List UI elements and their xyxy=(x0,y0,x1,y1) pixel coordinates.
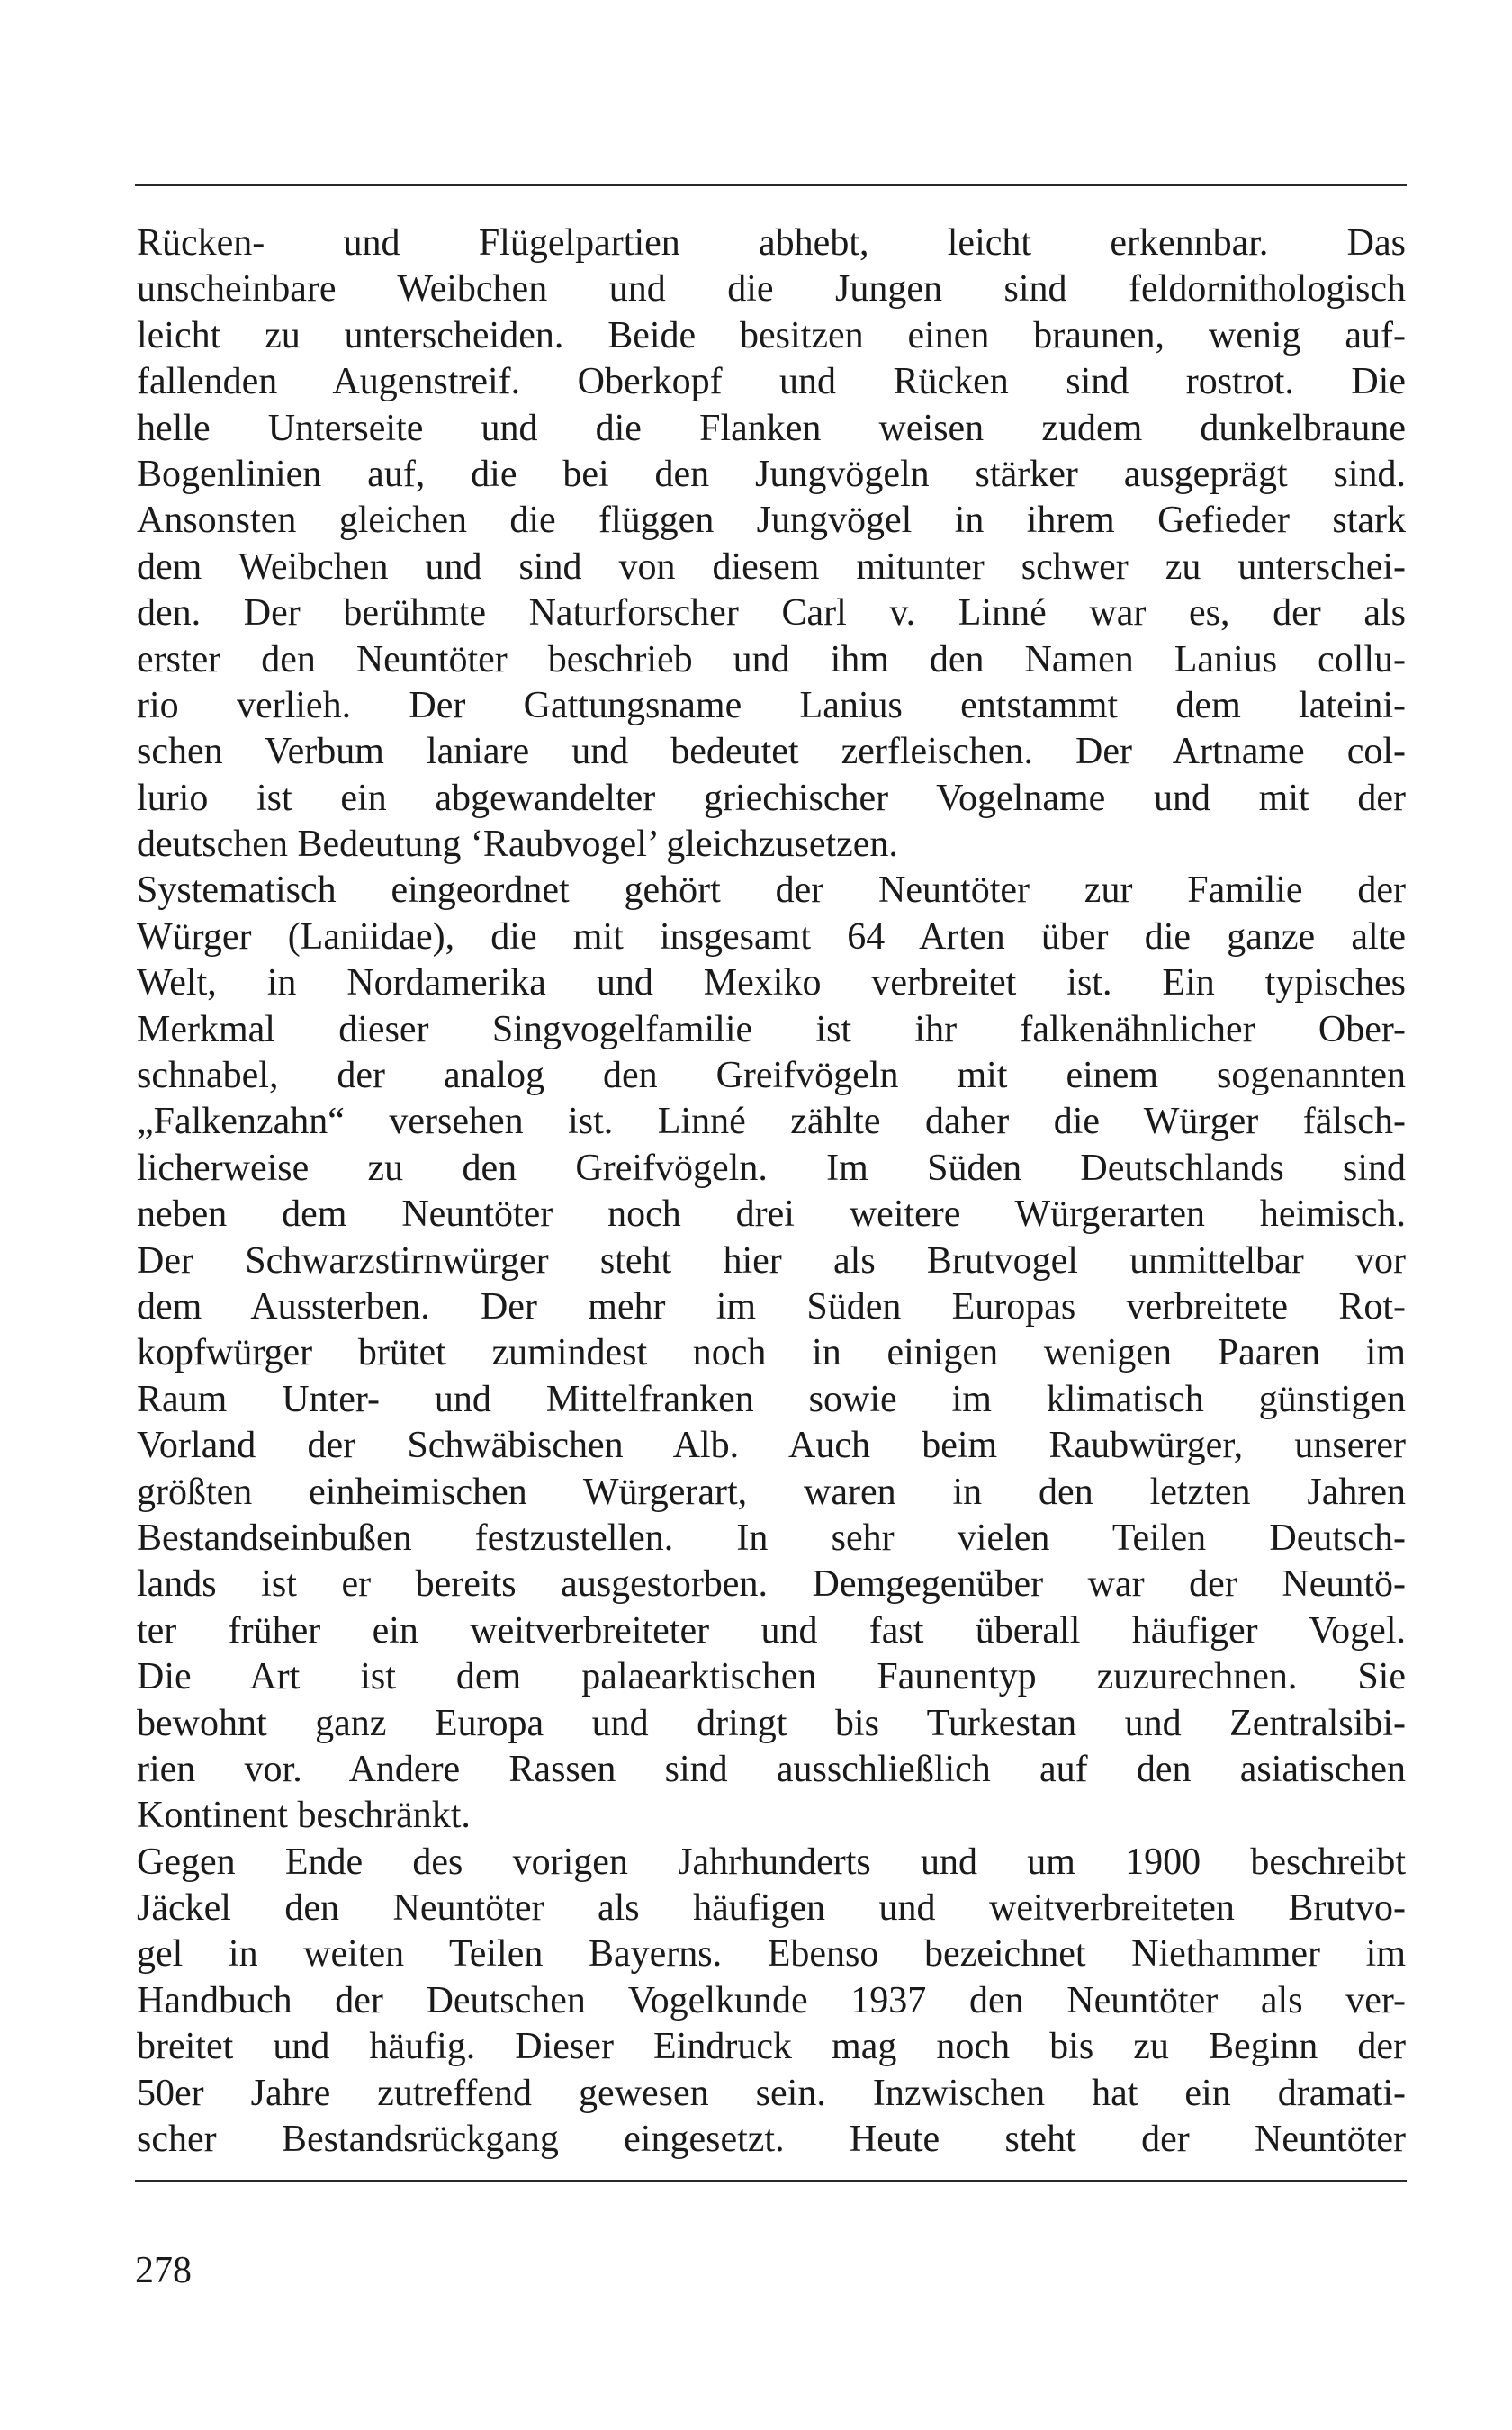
paragraph-3 xyxy=(137,1840,1406,2164)
text-line: Merkmal dieser Singvogelfamilie ist ihr falkenähnlicher Ober- xyxy=(137,1008,1406,1050)
page-number: 278 xyxy=(135,2250,192,2291)
text-line: Kontinent beschränkt. xyxy=(137,1795,471,1837)
text-line: Rücken- und Flügelpartien abhebt, leicht erkennbar. Das xyxy=(137,222,1406,264)
text-line: „Falkenzahn“ versehen ist. Linné zählte daher die Würger fälsch- xyxy=(137,1101,1406,1143)
text-line: schnabel, der analog den Greifvögeln mit einem sogenannten xyxy=(137,1055,1406,1097)
text-line: lands ist er bereits ausgestorben. Demgegenüber war der Neuntö- xyxy=(137,1563,1406,1606)
text-line: bewohnt ganz Europa und dringt bis Turkestan und Zentralsibi- xyxy=(137,1702,1406,1744)
text-line: schen Verbum laniare und bedeutet zerfleischen. Der Artname col- xyxy=(137,731,1406,773)
text-line: fallenden Augenstreif. Oberkopf und Rücken sind rostrot. Die xyxy=(137,361,1406,403)
text-line: deutschen Bedeutung ‘Raubvogel’ gleichzusetzen. xyxy=(137,824,898,866)
text-line: ter früher ein weitverbreiteter und fast überall häufiger Vogel. xyxy=(137,1609,1406,1652)
text-line: Die Art ist dem palaearktischen Faunentyp zuzurechnen. Sie xyxy=(137,1656,1406,1698)
text-line: helle Unterseite und die Flanken weisen zudem dunkelbraune xyxy=(137,407,1406,449)
text-line: leicht zu unterscheiden. Beide besitzen einen braunen, wenig auf- xyxy=(137,314,1406,356)
text-line: Handbuch der Deutschen Vogelkunde 1937 den Neuntöter als ver- xyxy=(137,1979,1406,2021)
text-line: rien vor. Andere Rassen sind ausschließlich auf den asiatischen xyxy=(137,1748,1406,1790)
text-line: Systematisch eingeordnet gehört der Neuntöter zur Familie der xyxy=(137,869,1406,912)
text-line: Bogenlinien auf, die bei den Jungvögeln stärker ausgeprägt sind. xyxy=(137,453,1406,495)
text-line: Welt, in Nordamerika und Mexiko verbreitet ist. Ein typisches xyxy=(137,962,1406,1004)
text-line: Raum Unter- und Mittelfranken sowie im klimatisch günstigen xyxy=(137,1378,1406,1420)
text-line: den. Der berühmte Naturforscher Carl v. Linné war es, der als xyxy=(137,592,1406,634)
text-line: Ansonsten gleichen die flüggen Jungvögel in ihrem Gefieder stark xyxy=(137,500,1406,542)
body-text xyxy=(137,220,1406,2163)
text-line: lurio ist ein abgewandelter griechischer Vogelname und mit der xyxy=(137,777,1406,819)
paragraph-1 xyxy=(137,220,1406,868)
text-line: neben dem Neuntöter noch drei weitere Würgerarten heimisch. xyxy=(137,1193,1406,1236)
text-line: gel in weiten Teilen Bayerns. Ebenso bezeichnet Niethammer im xyxy=(137,1933,1406,1976)
text-line: Jäckel den Neuntöter als häufigen und weitverbreiteten Brutvo- xyxy=(137,1887,1406,1930)
text-line: Bestandseinbußen festzustellen. In sehr vielen Teilen Deutsch- xyxy=(137,1516,1406,1559)
text-line: rio verlieh. Der Gattungsname Lanius entstammt dem lateini- xyxy=(137,684,1406,726)
footer-rule xyxy=(135,2180,1407,2182)
paragraph-2 xyxy=(137,868,1406,1839)
text-line: dem Weibchen und sind von diesem mitunter schwer zu unterschei- xyxy=(137,545,1406,588)
text-line: kopfwürger brütet zumindest noch in einigen wenigen Paaren im xyxy=(137,1332,1406,1374)
text-line: breitet und häufig. Dieser Eindruck mag noch bis zu Beginn der xyxy=(137,2026,1406,2068)
text-line: erster den Neuntöter beschrieb und ihm den Namen Lanius collu- xyxy=(137,638,1406,680)
text-line: Der Schwarzstirnwürger steht hier als Brutvogel unmittelbar vor xyxy=(137,1239,1406,1282)
text-line: dem Aussterben. Der mehr im Süden Europas verbreitete Rot- xyxy=(137,1285,1406,1328)
text-line: unscheinbare Weibchen und die Jungen sind feldornithologisch xyxy=(137,268,1406,310)
text-line: größten einheimischen Würgerart, waren in den letzten Jahren xyxy=(137,1471,1406,1513)
text-line: Würger (Laniidae), die mit insgesamt 64 Arten über die ganze alte xyxy=(137,915,1406,958)
text-line: 50er Jahre zutreffend gewesen sein. Inzwischen hat ein dramati- xyxy=(137,2072,1406,2114)
text-line: Gegen Ende des vorigen Jahrhunderts und um 1900 beschreibt xyxy=(137,1840,1406,1883)
text-line: scher Bestandsrückgang eingesetzt. Heute steht der Neuntöter xyxy=(137,2119,1406,2161)
header-rule xyxy=(135,184,1407,186)
text-line: licherweise zu den Greifvögeln. Im Süden Deutschlands sind xyxy=(137,1147,1406,1189)
text-line: Vorland der Schwäbischen Alb. Auch beim Raubwürger, unserer xyxy=(137,1425,1406,1467)
